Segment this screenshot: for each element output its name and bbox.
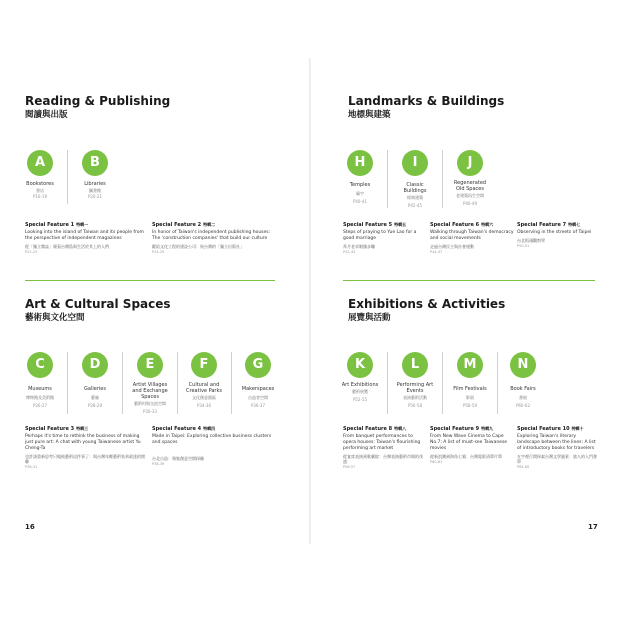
category-page: P58-59 — [462, 403, 478, 408]
category-page: P26-27 — [32, 403, 48, 408]
category-name-zh: 表演藝術活動 — [403, 395, 427, 400]
feature-label-zh: 特輯三 — [76, 426, 89, 431]
category-name: Cultural and Creative Parks — [186, 382, 222, 394]
feature-label-zh: 特輯九 — [481, 426, 494, 431]
feature-description: Walking through Taiwan's democracy and social movements — [430, 230, 514, 241]
category-letter-badge: B — [82, 150, 108, 176]
feature-page: P64-65 — [517, 465, 530, 469]
page-number-left: 16 — [25, 523, 35, 531]
feature-description: In honor of Taiwan's independent publishing houses: The 'construction companies' that build our culture — [152, 230, 271, 241]
category-divider — [387, 150, 388, 208]
category-name: Temples — [349, 182, 371, 188]
category-e[interactable] — [130, 352, 170, 414]
feature-label-en: Special Feature 2 — [152, 222, 202, 228]
feature-description: Looking into the island of Taiwan and its people from the perspective of independent magazines — [25, 230, 144, 241]
category-divider — [387, 352, 388, 414]
feature-page: P42-43 — [343, 250, 356, 254]
category-letter-badge: I — [402, 150, 428, 176]
category-name-zh: 藝廊 — [91, 395, 99, 400]
category-divider — [67, 352, 68, 414]
feature-label — [517, 426, 597, 432]
category-name-zh: 藝術村與交流空間 — [134, 401, 166, 406]
section-reading-publishing — [25, 94, 170, 120]
feature-description-zh: 獻給文化工程的建設公司：致台灣的「獨立出版社」 — [152, 244, 244, 249]
category-name-zh: 經典建築 — [407, 195, 423, 200]
section-exhibitions-activities — [348, 297, 505, 323]
category-name: Classic Buildings — [403, 182, 427, 194]
feature-page: P56-57 — [343, 465, 356, 469]
category-g[interactable] — [238, 352, 278, 408]
category-letter-badge: D — [82, 352, 108, 378]
category-name-zh: 書店 — [36, 188, 44, 193]
category-name-zh: 影展 — [466, 395, 474, 400]
feature-label-zh: 特輯一 — [76, 222, 89, 227]
category-divider — [442, 150, 443, 208]
category-page: P56-58 — [407, 403, 423, 408]
category-letter-badge: E — [137, 352, 163, 378]
feature-description: From New Wave Cinema to Cape No.7: A list of must-see Taiwanese movies — [430, 434, 508, 451]
category-n[interactable] — [503, 352, 543, 408]
page-number-right: 17 — [588, 523, 598, 531]
special-feature-2[interactable] — [152, 222, 272, 255]
category-name: Galleries — [84, 386, 106, 392]
category-page: P36-37 — [250, 403, 266, 408]
category-name-zh: 廟宇 — [356, 191, 364, 196]
section-subtitle: 地標與建築 — [348, 110, 391, 120]
feature-label-en: Special Feature 4 — [152, 426, 202, 432]
feature-page: P38-39 — [152, 462, 165, 466]
category-b[interactable] — [75, 150, 115, 199]
feature-label-zh: 特輯十 — [571, 426, 584, 431]
category-a[interactable] — [20, 150, 60, 199]
category-letter-badge: N — [510, 352, 536, 378]
category-page: P20-21 — [87, 194, 103, 199]
category-divider — [231, 352, 232, 414]
category-page: P16-19 — [32, 194, 48, 199]
feature-label-en: Special Feature 1 — [25, 222, 75, 228]
category-k[interactable] — [340, 352, 380, 402]
category-page: P34-36 — [196, 403, 212, 408]
feature-label — [25, 222, 145, 228]
category-name: Artist Villages and Exchange Spaces — [132, 382, 168, 400]
category-name: Libraries — [84, 181, 106, 187]
category-name-zh: 文化創意園區 — [192, 395, 216, 400]
category-letter-badge: K — [347, 352, 373, 378]
feature-description: From banquet performances to opera houses: Taiwan's flourishing performing art market — [343, 434, 421, 451]
section-title: Landmarks & Buildings — [348, 94, 505, 108]
category-d[interactable] — [75, 352, 115, 408]
feature-label — [430, 426, 514, 432]
category-name-zh: 書展 — [519, 395, 527, 400]
category-page: P40-41 — [352, 199, 368, 204]
feature-label-zh: 特輯五 — [394, 222, 407, 227]
category-j[interactable] — [450, 150, 490, 206]
feature-label — [343, 222, 425, 228]
category-name-zh: 自造者空間 — [248, 395, 268, 400]
category-page: P42-45 — [407, 203, 423, 208]
category-name-zh: 老建築再生空間 — [456, 193, 484, 198]
special-feature-10[interactable] — [517, 426, 597, 470]
section-landmarks-buildings — [348, 94, 504, 120]
category-divider — [177, 352, 178, 414]
feature-page: P22-23 — [25, 250, 38, 254]
category-name: Book Fairs — [510, 386, 536, 392]
section-subtitle: 藝術與文化空間 — [25, 313, 85, 323]
section-title: Art & Cultural Spaces — [25, 297, 171, 311]
feature-label-en: Special Feature 8 — [343, 426, 393, 432]
category-letter-badge: M — [457, 352, 483, 378]
feature-label-zh: 特輯七 — [568, 222, 581, 227]
special-feature-3[interactable] — [25, 426, 145, 470]
feature-label-zh: 特輯八 — [394, 426, 407, 431]
feature-label-en: Special Feature 3 — [25, 426, 75, 432]
feature-page: P44-47 — [430, 250, 443, 254]
category-name-zh: 藝術展覽 — [352, 389, 368, 394]
feature-label — [152, 222, 272, 228]
category-i[interactable] — [395, 150, 435, 208]
category-l[interactable] — [395, 352, 435, 408]
feature-page: P24-25 — [152, 250, 165, 254]
category-name: Makerspaces — [241, 386, 275, 392]
feature-description-zh: 從「獨立雜誌」窺看台灣島與生活於其上的人們 — [25, 244, 109, 249]
feature-page: P50-51 — [517, 244, 530, 248]
feature-page: P38-31 — [25, 465, 38, 469]
category-letter-badge: F — [191, 352, 217, 378]
category-divider — [67, 150, 68, 204]
feature-label-en: Special Feature 9 — [430, 426, 480, 432]
special-feature-1[interactable] — [25, 222, 145, 255]
feature-label — [343, 426, 425, 432]
feature-description-zh: 走過台灣民主與社會運動 — [430, 244, 474, 249]
category-name: Bookstores — [26, 181, 54, 187]
book-gutter — [309, 58, 311, 544]
category-divider — [442, 352, 443, 414]
category-letter-badge: H — [347, 150, 373, 176]
special-feature-7[interactable] — [517, 222, 597, 249]
feature-description-zh: 從新浪潮到海角七號：台灣電影清單片單 — [430, 454, 502, 459]
category-name-zh: 博物館及美術館 — [26, 395, 54, 400]
category-divider — [497, 352, 498, 414]
feature-label-en: Special Feature 5 — [343, 222, 393, 228]
category-h[interactable] — [340, 150, 380, 204]
feature-description-zh: 從宴席表演到歌劇院：台灣表演藝術市場的茂盛 — [343, 454, 423, 464]
feature-page: P60-61 — [430, 460, 443, 464]
category-page: P60-62 — [515, 403, 531, 408]
category-letter-badge: L — [402, 352, 428, 378]
category-divider — [122, 352, 123, 414]
category-letter-badge: G — [245, 352, 271, 378]
category-f[interactable] — [184, 352, 224, 408]
feature-label-zh: 特輯二 — [203, 222, 216, 227]
special-feature-6[interactable] — [430, 222, 514, 255]
feature-description-zh: 台北街頭觀察學 — [517, 238, 545, 243]
category-letter-badge: C — [27, 352, 53, 378]
category-letter-badge: J — [457, 150, 483, 176]
category-name: Museums — [28, 386, 52, 392]
section-divider — [25, 280, 275, 281]
feature-description: Exploring Taiwan's literary landscape between the lines: A list of introductory books for travelers — [517, 434, 596, 451]
section-title: Exhibitions & Activities — [348, 297, 506, 311]
feature-description-zh: 拜月老求姻緣步驟 — [343, 244, 375, 249]
category-letter-badge: A — [27, 150, 53, 176]
feature-label-en: Special Feature 10 — [517, 426, 570, 432]
feature-label — [25, 426, 145, 432]
category-name: Film Festivals — [453, 386, 487, 392]
feature-label-zh: 特輯六 — [481, 222, 494, 227]
category-c[interactable] — [20, 352, 60, 408]
feature-label-en: Special Feature 7 — [517, 222, 567, 228]
feature-description: Observing in the streets of Taipei — [517, 230, 592, 235]
section-title: Reading & Publishing — [25, 94, 171, 108]
feature-description-zh: 在字裡行間探索台灣文學風景：旅人的入門書單 — [517, 454, 597, 464]
category-name: Regenerated Old Spaces — [453, 180, 487, 192]
feature-description: Perhaps it's time to rethink the business of making just pure art: A chat with young Taiwanese artist Yu Cheng-Ta — [25, 434, 141, 451]
category-page: P30-33 — [142, 409, 158, 414]
special-feature-9[interactable] — [430, 426, 514, 465]
feature-label-zh: 特輯四 — [203, 426, 216, 431]
special-feature-8[interactable] — [343, 426, 425, 470]
category-page: P46-49 — [462, 201, 478, 206]
feature-description: Made in Taipei: Exploring collective business clusters and spaces — [152, 434, 272, 445]
special-feature-4[interactable] — [152, 426, 272, 467]
category-name-zh: 圖書館 — [89, 188, 101, 193]
category-m[interactable] — [450, 352, 490, 408]
section-art-cultural-spaces — [25, 297, 171, 323]
category-name: Performing Art Events — [396, 382, 434, 394]
section-subtitle: 展覽與活動 — [348, 313, 391, 323]
special-feature-5[interactable] — [343, 222, 425, 255]
feature-label — [517, 222, 597, 228]
category-page: P28-29 — [87, 403, 103, 408]
feature-label-en: Special Feature 6 — [430, 222, 480, 228]
feature-description-zh: 也許該重新思考只做純藝術這件事了：與台灣年輕藝術家余政達的閒聊 — [25, 454, 145, 464]
feature-description-zh: 台北自造：聚集創意空間探險 — [152, 456, 204, 461]
feature-label — [152, 426, 272, 432]
feature-label — [430, 222, 514, 228]
section-subtitle: 閱讀與出版 — [25, 110, 68, 120]
feature-description: Steps of praying to Yue Lao for a good marriage — [343, 230, 417, 241]
category-name: Art Exhibitions — [341, 382, 379, 388]
section-divider — [343, 280, 595, 281]
category-page: P52-55 — [352, 397, 368, 402]
